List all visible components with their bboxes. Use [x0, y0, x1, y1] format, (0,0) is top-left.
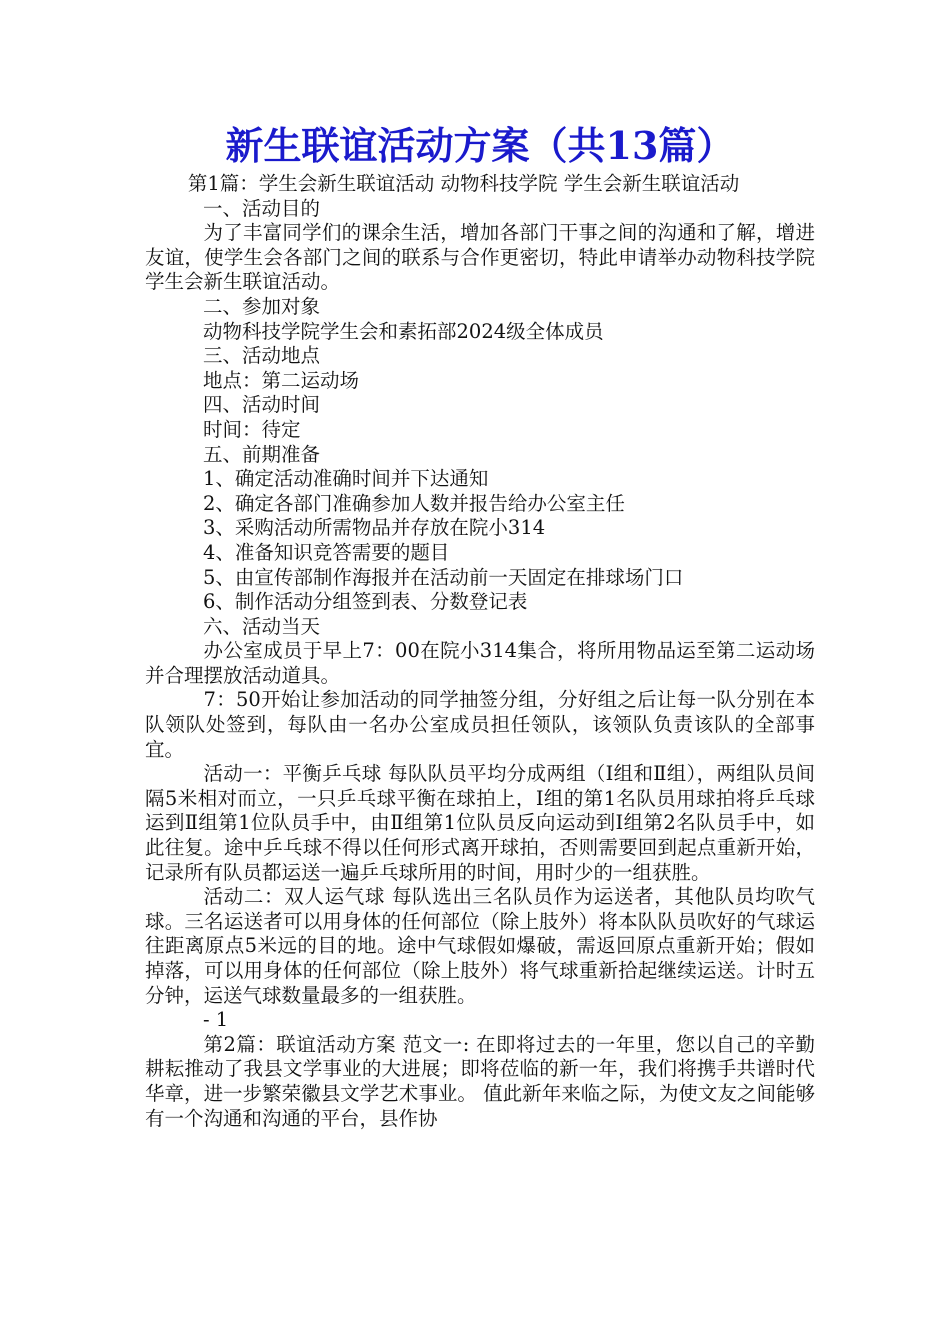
paragraph: 二、参加对象 [203, 294, 321, 318]
paragraph: 地点：第二运动场 [203, 368, 360, 392]
document-page [145, 120, 815, 1131]
paragraph: - 1 [203, 1008, 229, 1032]
paragraph: 5、由宣传部制作海报并在活动前一天固定在排球场门口 [203, 565, 684, 589]
paragraph: 第2篇：联谊活动方案 范文一: 在即将过去的一年里，您以自己的辛勤耕耘推动了我县文学事业的大进展；即将莅临的新一年，我们将携手共谱时代华章，进一步繁荣徽县文学艺术事业。 值此新年来临之际，为使文友之间能够有一个沟通和沟通的平台，县作协 [145, 1032, 815, 1130]
paragraph: 3、采购活动所需物品并存放在院小314 [203, 516, 546, 540]
paragraph: 活动二：双人运气球 每队选出三名队员作为运送者，其他队员均吹气球。三名运送者可以用身体的任何部位（除上肢外）将本队队员吹好的气球运往距离原点5米远的目的地。途中气球假如爆破，需返回原点重新开始；假如掉落，可以用身体的任何部位（除上肢外）将气球重新拾起继续运送。计时五分钟，运送气球数量最多的一组获胜。 [145, 885, 815, 1007]
paragraph: 2、确定各部门准确参加人数并报告给办公室主任 [203, 491, 625, 515]
paragraph: 一、活动目的 [203, 196, 321, 220]
document-body [145, 172, 815, 1131]
paragraph: 时间：待定 [203, 417, 301, 441]
document-title: 新生联谊活动方案（共13篇） [225, 123, 735, 168]
paragraph: 为了丰富同学们的课余生活，增加各部门干事之间的沟通和了解，增进友谊，使学生会各部门之间的联系与合作更密切，特此申请举办动物科技学院学生会新生联谊活动。 [145, 221, 815, 294]
paragraph: 动物科技学院学生会和素拓部2024级全体成员 [203, 319, 604, 343]
paragraph: 办公室成员于早上7：00在院小314集合，将所用物品运至第二运动场并合理摆放活动道具。 [145, 639, 815, 687]
paragraph: 1、确定活动准确时间并下达通知 [203, 467, 489, 491]
paragraph: 活动一：平衡乒乓球 每队队员平均分成两组（Ⅰ组和Ⅱ组），两组队员间隔5米相对而立，一只乒乓球平衡在球拍上，Ⅰ组的第1名队员用球拍将乒乓球运到Ⅱ组第1位队员手中，由Ⅱ组第1位队员反向运动到Ⅰ组第2名队员手中，如此往复。途中乒乓球不得以任何形式离开球拍，否则需要回到起点重新开始，记录所有队员都运送一遍乒乓球所用的时间，用时少的一组获胜。 [145, 762, 815, 884]
paragraph: 四、活动时间 [203, 393, 321, 417]
paragraph: 六、活动当天 [203, 614, 321, 638]
paragraph: 第1篇：学生会新生联谊活动 动物科技学院 学生会新生联谊活动 [187, 172, 740, 195]
paragraph: 三、活动地点 [203, 344, 321, 368]
paragraph: 五、前期准备 [203, 442, 321, 466]
paragraph: 4、准备知识竞答需要的题目 [203, 540, 450, 564]
paragraph: 7：50开始让参加活动的同学抽签分组，分好组之后让每一队分别在本队领队处签到，每队由一名办公室成员担任领队，该领队负责该队的全部事宜。 [145, 688, 815, 761]
paragraph: 6、制作活动分组签到表、分数登记表 [203, 590, 528, 614]
